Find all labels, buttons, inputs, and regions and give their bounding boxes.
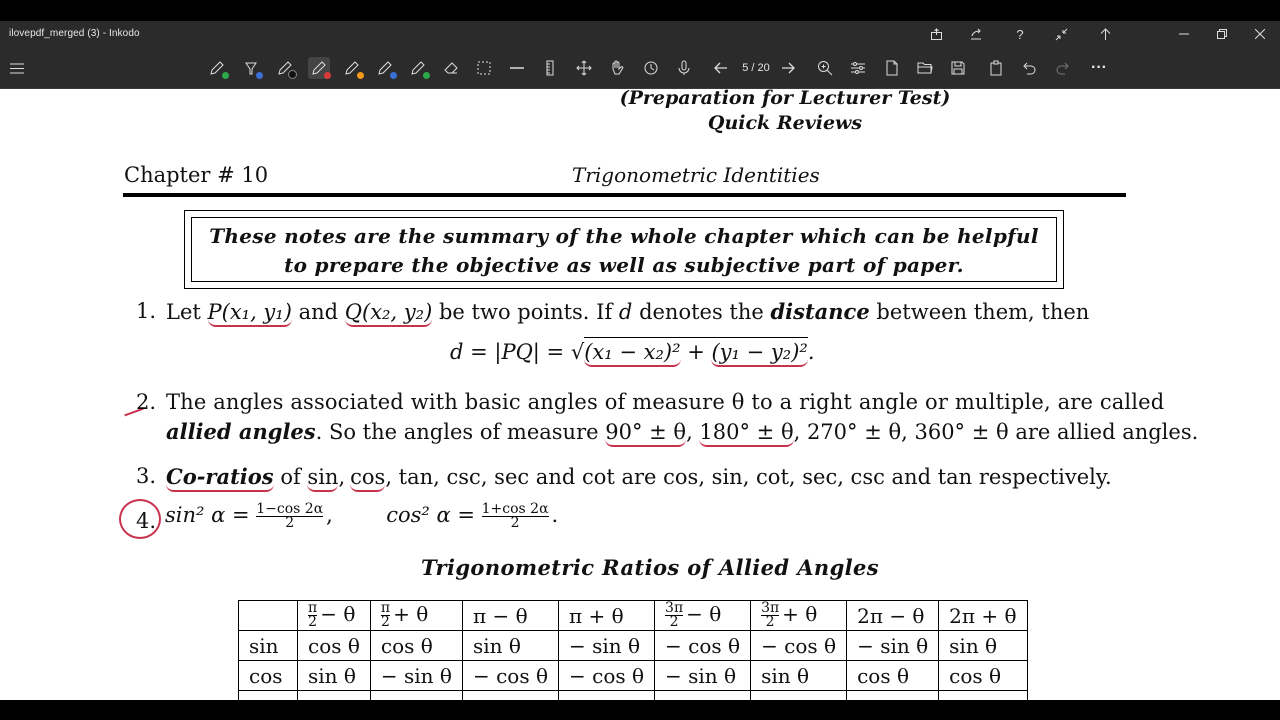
share-icon[interactable] bbox=[927, 25, 945, 43]
document-page bbox=[0, 89, 1280, 700]
title-bar bbox=[0, 21, 1280, 47]
line-tool-icon[interactable] bbox=[506, 57, 528, 79]
restore-icon[interactable] bbox=[1213, 25, 1231, 43]
pen-tool-green-2[interactable] bbox=[407, 57, 429, 79]
header-line-1: (Preparation for Lecturer Test) bbox=[619, 89, 951, 109]
pen-tool-orange[interactable] bbox=[341, 57, 363, 79]
close-icon[interactable] bbox=[1251, 25, 1269, 43]
point-p: P(x₁, y₁) bbox=[208, 300, 292, 327]
item-2-number: 2. bbox=[136, 390, 157, 414]
highlighter-tool-blue[interactable] bbox=[240, 57, 262, 79]
item-4-formulas: sin² α = $\frac{1-\cos 2\alpha}{2}$ , cos² α = $\frac{1+\cos 2\alpha}{2}$ . bbox=[165, 501, 559, 531]
pen-color-dot bbox=[222, 72, 229, 79]
pen-color-dot bbox=[256, 72, 263, 79]
table-row: cos sin θ − sin θ − cos θ − cos θ − sin θ sin θ cos θ cos θ bbox=[239, 661, 1028, 691]
item-2-line-1: The angles associated with basic angles of measure θ to a right angle or multiple, are called bbox=[166, 390, 1165, 414]
distance-term: distance bbox=[770, 299, 870, 324]
pen-tool-black[interactable] bbox=[274, 57, 296, 79]
pen-tool-red[interactable] bbox=[308, 57, 330, 79]
hand-tool-icon[interactable] bbox=[606, 57, 628, 79]
allied-angles-term: allied angles bbox=[166, 419, 316, 444]
allied-angles-table bbox=[238, 600, 1028, 700]
table-title: Trigonometric Ratios of Allied Angles bbox=[421, 555, 880, 580]
summary-line-1: These notes are the summary of the whole chapter which can be helpful bbox=[209, 224, 1039, 248]
undo-icon[interactable] bbox=[1018, 57, 1040, 79]
header-rule bbox=[123, 193, 1126, 197]
timer-icon[interactable] bbox=[640, 57, 662, 79]
item-2-line-2: allied angles. So the angles of measure 90° ± θ, 180° ± θ, 270° ± θ, 360° ± θ are allied angles. bbox=[166, 419, 1198, 444]
point-q: Q(x₂, y₂) bbox=[345, 300, 433, 327]
pen-color-dot bbox=[423, 72, 430, 79]
item-4-number: 4. bbox=[136, 509, 157, 533]
next-page-icon[interactable] bbox=[777, 57, 799, 79]
window-title: ilovepdf_merged (3) - Inkodo bbox=[9, 28, 140, 39]
more-options-icon[interactable]: ··· bbox=[1091, 59, 1107, 76]
item-1-number: 1. bbox=[136, 299, 157, 323]
pen-color-dot bbox=[288, 70, 297, 79]
microphone-icon[interactable] bbox=[673, 57, 695, 79]
page-indicator: 5 / 20 bbox=[742, 62, 770, 74]
toolbar bbox=[0, 47, 1280, 89]
chapter-label: Chapter # 10 bbox=[124, 163, 269, 187]
item-1-line: Let P(x₁, y₁) and Q(x₂, y₂) be two points. If d denotes the distance between them, then bbox=[166, 299, 1089, 324]
table-header-row: $\frac{\pi}{2}$ − θ $\frac{\pi}{2}$ + θ π − θ π + θ $\frac{3\pi}{2}$ − θ $\frac{3\pi}{2}$ + θ 2π − θ 2π + θ bbox=[239, 601, 1028, 631]
eraser-icon[interactable] bbox=[440, 57, 462, 79]
previous-page-icon[interactable] bbox=[710, 57, 732, 79]
settings-sliders-icon[interactable] bbox=[847, 57, 869, 79]
lasso-select-icon[interactable] bbox=[473, 57, 495, 79]
minimize-icon[interactable] bbox=[1175, 25, 1193, 43]
pen-color-dot bbox=[390, 72, 397, 79]
help-icon[interactable]: ? bbox=[1016, 26, 1024, 42]
summary-line-2: to prepare the objective as well as subjective part of paper. bbox=[284, 253, 964, 277]
header-line-2: Quick Reviews bbox=[707, 112, 863, 134]
table-row-partial bbox=[239, 691, 1028, 701]
ruler-icon[interactable] bbox=[539, 57, 561, 79]
save-icon[interactable] bbox=[947, 57, 969, 79]
bottom-bar bbox=[0, 700, 1280, 720]
pen-color-dot bbox=[357, 72, 364, 79]
export-icon[interactable] bbox=[967, 25, 985, 43]
new-page-icon[interactable] bbox=[881, 57, 903, 79]
pen-tool-blue[interactable] bbox=[374, 57, 396, 79]
arrow-up-icon[interactable] bbox=[1096, 25, 1114, 43]
item-3-line: Co-ratios of sin, cos, tan, csc, sec and cot are cos, sin, cot, sec, csc and tan respectively. bbox=[166, 464, 1112, 489]
open-folder-icon[interactable] bbox=[914, 57, 936, 79]
move-icon[interactable] bbox=[573, 57, 595, 79]
zoom-icon[interactable] bbox=[814, 57, 836, 79]
item-3-number: 3. bbox=[136, 464, 157, 488]
pen-color-dot bbox=[324, 72, 331, 79]
co-ratios-term: Co-ratios bbox=[166, 464, 274, 492]
collapse-icon[interactable] bbox=[1052, 25, 1070, 43]
redo-icon[interactable] bbox=[1052, 57, 1074, 79]
menu-icon[interactable] bbox=[6, 57, 28, 79]
chapter-title: Trigonometric Identities bbox=[572, 163, 820, 187]
summary-box bbox=[184, 210, 1064, 289]
table-row: sin cos θ cos θ sin θ − sin θ − cos θ − cos θ − sin θ sin θ bbox=[239, 631, 1028, 661]
distance-formula: d = |PQ| = √(x₁ − x₂)² + (y₁ − y₂)². bbox=[450, 340, 815, 364]
pen-tool-green[interactable] bbox=[206, 57, 228, 79]
clipboard-icon[interactable] bbox=[985, 57, 1007, 79]
